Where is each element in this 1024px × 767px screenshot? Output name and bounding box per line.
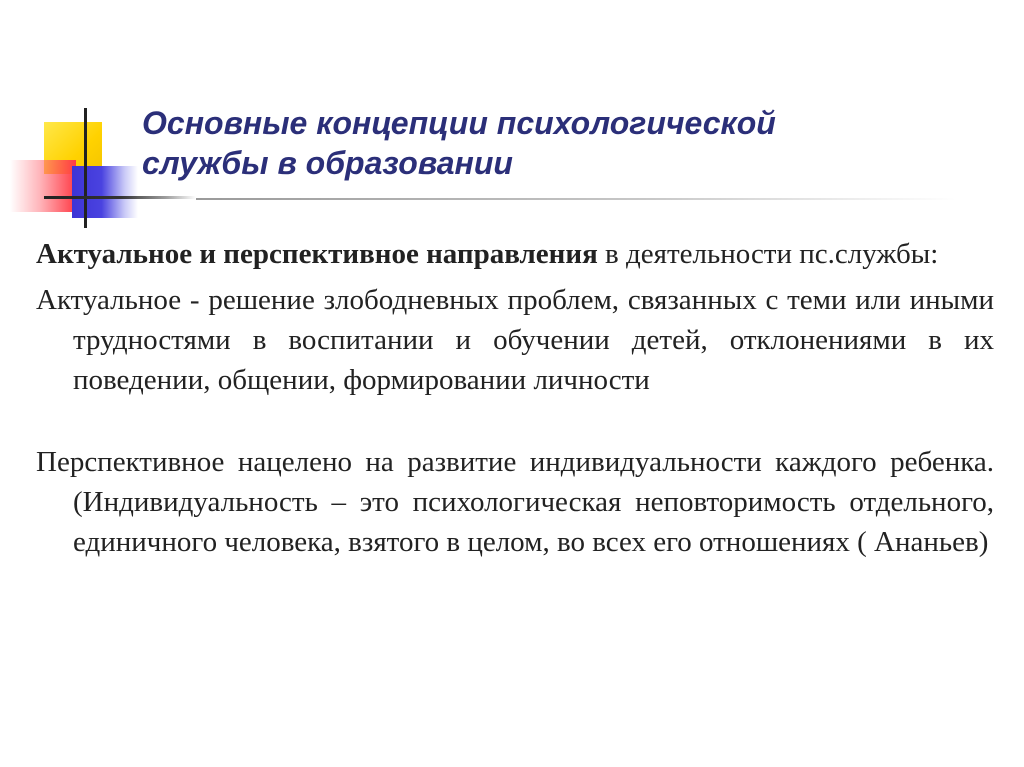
blue-square [72,166,138,218]
actual-paragraph: Актуальное - решение злободневных проблем, связанных с теми или иными трудностями в воспитании и обучении детей, отклонениями в их поведении, общении, формировании личности [36,284,994,396]
horizontal-line [44,196,196,199]
title-line-1: Основные концепции психологической [142,105,776,141]
vertical-line [84,108,87,228]
intro-paragraph [36,234,994,274]
perspective-paragraph: Перспективное нацелено на развитие индивидуальности каждого ребенка. (Индивидуальность – это психологическая неповторимость отдельного, единичного человека, взятого в целом, во всех его отношениях ( Ананьев) [36,446,994,558]
intro-rest-text: в деятельности пс.службы: [597,238,939,270]
title-line-2: службы в образовании [142,145,513,181]
red-square [10,160,76,212]
slide-title [142,103,962,183]
title-divider [196,198,956,200]
slide-body [36,234,994,562]
intro-bold-text: Актуальное и перспективное направления [36,238,598,270]
